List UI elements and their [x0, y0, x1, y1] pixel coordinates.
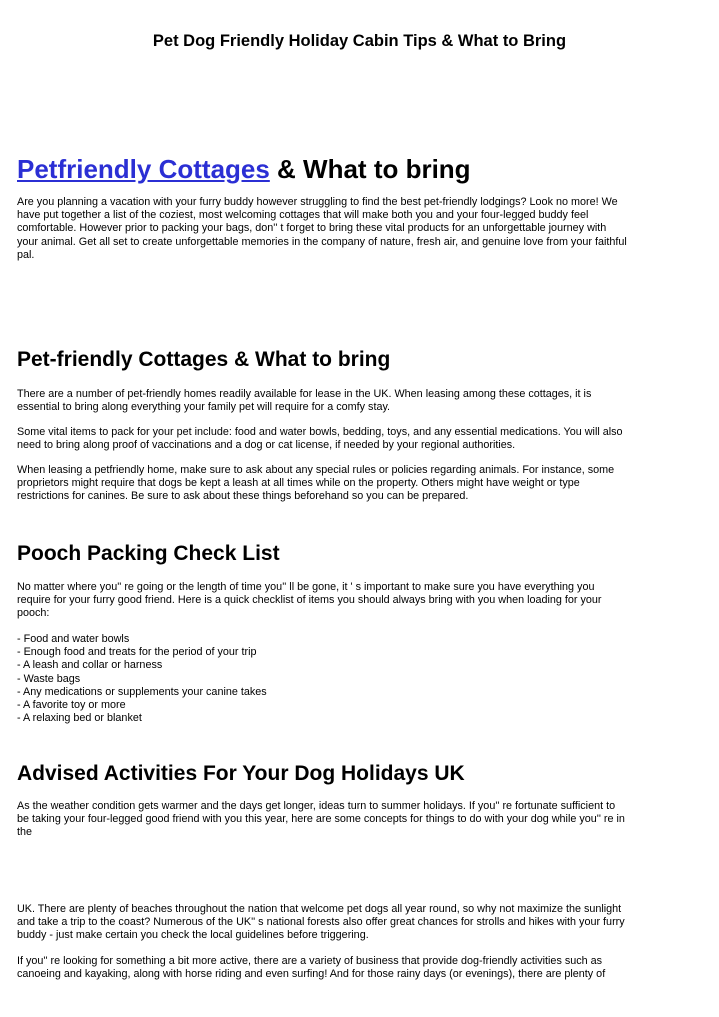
intro-paragraph [17, 196, 707, 262]
paragraph-line: be taking your four-legged good friend with you this year, here are some concepts for things to do with your dog while you'' re in [17, 813, 625, 826]
paragraph [17, 800, 707, 840]
paragraph-line: When leasing a petfriendly home, make sure to ask about any special rules or policies regarding animals. For instance, some [17, 464, 615, 476]
list-item: - Enough food and treats for the period of your trip [17, 646, 257, 659]
paragraph-line: and take a trip to the coast? Numerous of the UK'' s national forests also offer great chances for strolls and hikes with your furry [17, 916, 625, 929]
list-item: - Any medications or supplements your canine takes [17, 685, 267, 698]
document-title: Pet Dog Friendly Holiday Cabin Tips & What to Bring [152, 32, 567, 50]
section-heading-pet-friendly-cottages: Pet-friendly Cottages & What to bring [17, 348, 391, 371]
paragraph-line: No matter where you'' re going or the length of time you'' ll be gone, it ' s important to make sure you have everything you [17, 581, 595, 593]
paragraph-line: need to bring along proof of vaccinations and a dog or cat license, if needed by your regional authorities. [17, 439, 516, 452]
paragraph-line: There are a number of pet-friendly homes readily available for lease in the UK. When leasing among these cottages, it is [17, 388, 592, 400]
paragraph-line: UK. There are plenty of beaches throughout the nation that welcome pet dogs all year round, so why not maximize the sunlight [17, 903, 622, 915]
paragraph [17, 388, 707, 414]
paragraph [17, 464, 707, 504]
paragraph-line: proprietors might require that dogs be kept a leash at all times while on the property. Others might have weight or type [17, 477, 580, 490]
list-item: - A favorite toy or more [17, 699, 126, 712]
section-heading-petfriendly-cottages [17, 153, 471, 185]
paragraph-line: comfortable. However prior to packing your bags, don'' t forget to bring these vital products for an unforgettable journey with [17, 222, 607, 235]
paragraph-line: canoeing and kayaking, along with horse riding and even surfing! And for those rainy days (or evenings), there are plenty of [17, 968, 606, 981]
paragraph-line: pal. [17, 248, 35, 261]
list-item: - Waste bags [17, 672, 81, 685]
paragraph-line: pooch: [17, 607, 50, 620]
paragraph [17, 903, 707, 943]
section-heading-advised-activities: Advised Activities For Your Dog Holidays UK [17, 762, 465, 785]
paragraph-line: essential to bring along everything your family pet will require for a comfy stay. [17, 401, 391, 414]
paragraph [17, 581, 707, 621]
paragraph [17, 955, 707, 981]
list-item: - Food and water bowls [17, 633, 130, 645]
paragraph-line: Some vital items to pack for your pet include: food and water bowls, bedding, toys, and any essential medications. You will also [17, 426, 623, 438]
packing-checklist [17, 633, 267, 725]
paragraph-line: buddy - just make certain you check the local guidelines before triggering. [17, 929, 369, 942]
list-item: - A leash and collar or harness [17, 659, 163, 672]
paragraph [17, 426, 707, 452]
paragraph-line: If you'' re looking for something a bit more active, there are a variety of business that provide dog-friendly activities such as [17, 955, 603, 967]
list-item: - A relaxing bed or blanket [17, 712, 142, 725]
paragraph-line: Are you planning a vacation with your furry buddy however struggling to find the best pet-friendly lodgings? Look no more! We [17, 196, 618, 208]
section-heading-pooch-packing-check-list: Pooch Packing Check List [17, 542, 280, 565]
heading-text: & What to bring [269, 154, 471, 184]
paragraph-line: your animal. Get all set to create unforgettable memories in the company of nature, fresh air, and genuine love from your faithful [17, 235, 627, 248]
paragraph-line: restrictions for canines. Be sure to ask about these things beforehand so you can be prepared. [17, 490, 469, 503]
paragraph-line: As the weather condition gets warmer and the days get longer, ideas turn to summer holidays. If you'' re fortunate sufficient to [17, 800, 616, 812]
paragraph-line: have put together a list of the coziest, most welcoming cottages that will make both you and your four-legged buddy feel [17, 209, 589, 222]
paragraph-line: the [17, 826, 33, 839]
paragraph-line: require for your furry good friend. Here is a quick checklist of items you should always bring with you when loading for your [17, 594, 602, 607]
petfriendly-cottages-link[interactable]: Petfriendly Cottages [17, 154, 270, 184]
